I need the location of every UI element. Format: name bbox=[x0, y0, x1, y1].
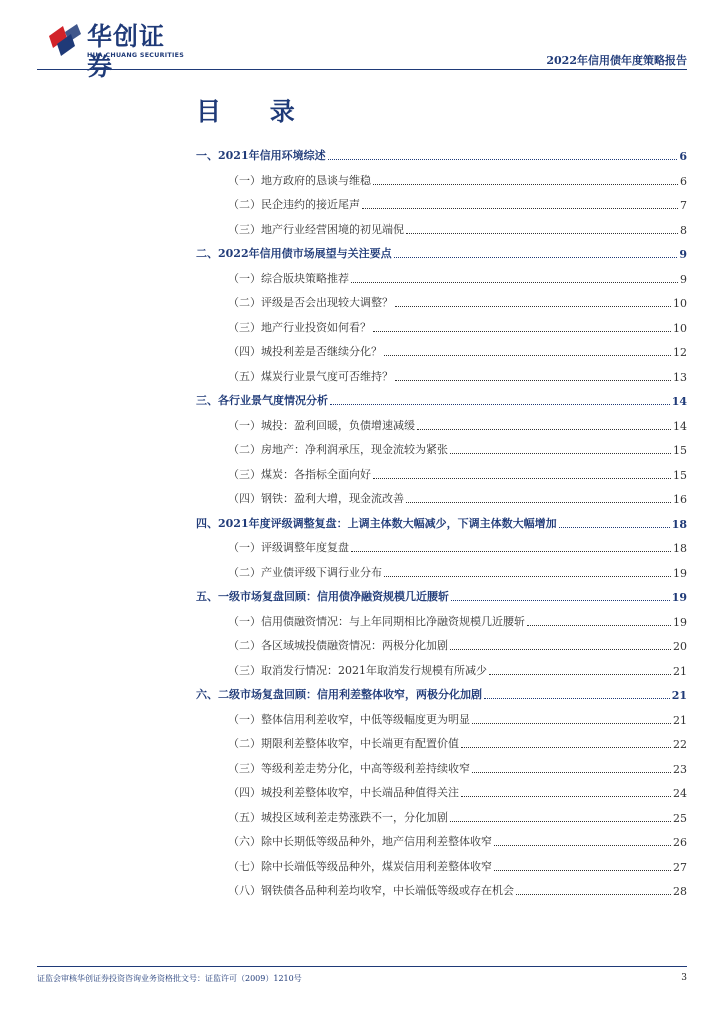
toc-leader-dots bbox=[351, 550, 671, 552]
toc-section-entry[interactable] bbox=[196, 511, 687, 531]
toc-entry-text: （一）信用债融资情况：与上年同期相比净融资规模几近腰斩 bbox=[228, 614, 525, 628]
toc-subsection-entry[interactable] bbox=[196, 290, 687, 310]
toc-heading: 目 录 bbox=[196, 97, 315, 126]
toc-subsection-entry[interactable] bbox=[196, 756, 687, 776]
toc-leader-dots bbox=[417, 428, 671, 430]
toc-subsection-entry[interactable] bbox=[196, 462, 687, 482]
toc-subsection-entry[interactable] bbox=[196, 315, 687, 335]
toc-leader-dots bbox=[559, 526, 670, 528]
toc-page-number: 19 bbox=[671, 591, 687, 604]
toc-subsection-entry[interactable] bbox=[196, 707, 687, 727]
company-logo bbox=[47, 22, 187, 81]
toc-page-number: 21 bbox=[671, 689, 687, 702]
toc-leader-dots bbox=[450, 452, 671, 454]
toc-leader-dots bbox=[373, 330, 671, 332]
toc-entry-text: 五、一级市场复盘回顾：信用债净融资规模几近腰斩 bbox=[196, 590, 449, 603]
toc-entry-text: （四）钢铁：盈利大增，现金流改善 bbox=[228, 492, 404, 505]
toc-entry-text: （一）评级调整年度复盘 bbox=[228, 541, 349, 554]
toc-subsection-entry[interactable] bbox=[196, 609, 687, 629]
toc-subsection-entry[interactable] bbox=[196, 780, 687, 800]
toc-leader-dots bbox=[406, 232, 678, 234]
toc-leader-dots bbox=[494, 869, 671, 871]
toc-subsection-entry[interactable] bbox=[196, 829, 687, 849]
toc-subsection-entry[interactable] bbox=[196, 805, 687, 825]
toc-page-number: 6 bbox=[680, 174, 687, 188]
toc-section-entry[interactable] bbox=[196, 241, 687, 261]
toc-page-number: 12 bbox=[673, 346, 687, 359]
toc-subsection-entry[interactable] bbox=[196, 731, 687, 751]
toc-page-number: 15 bbox=[673, 468, 687, 482]
toc-entry-text: （一）综合版块策略推荐 bbox=[228, 271, 349, 285]
toc-subsection-entry[interactable] bbox=[196, 633, 687, 653]
toc-leader-dots bbox=[373, 183, 678, 185]
toc-entry-text: 四、2021年度评级调整复盘：上调主体数大幅减少，下调主体数大幅增加 bbox=[196, 516, 557, 530]
toc-subsection-entry[interactable] bbox=[196, 878, 687, 898]
toc-leader-dots bbox=[472, 722, 671, 724]
toc-leader-dots bbox=[351, 281, 678, 283]
toc-entry-text: （四）城投利差是否继续分化？ bbox=[228, 345, 382, 358]
toc-page-number: 20 bbox=[673, 640, 687, 653]
toc-entry-text: （二）各区域城投债融资情况：两极分化加剧 bbox=[228, 639, 448, 652]
toc-subsection-entry[interactable] bbox=[196, 658, 687, 678]
toc-leader-dots bbox=[373, 477, 671, 479]
toc-page-number: 19 bbox=[673, 615, 687, 629]
toc-page-number: 25 bbox=[673, 811, 687, 825]
toc-page-number: 10 bbox=[673, 297, 687, 310]
toc-page-number: 16 bbox=[673, 493, 687, 506]
logo-english-name: HUA CHUANG SECURITIES bbox=[87, 52, 185, 59]
toc-leader-dots bbox=[450, 820, 671, 822]
toc-leader-dots bbox=[461, 746, 671, 748]
toc-leader-dots bbox=[328, 158, 678, 160]
toc-entry-text: （三）煤炭：各指标全面向好 bbox=[228, 467, 371, 481]
toc-section-entry[interactable] bbox=[196, 143, 687, 163]
toc-leader-dots bbox=[395, 305, 671, 307]
toc-entry-text: （六）除中长期低等级品种外，地产信用利差整体收窄 bbox=[228, 835, 492, 848]
toc-entry-text: （二）产业债评级下调行业分布 bbox=[228, 565, 382, 579]
toc-leader-dots bbox=[489, 673, 671, 675]
toc-leader-dots bbox=[527, 624, 671, 626]
toc-section-entry[interactable] bbox=[196, 584, 687, 604]
toc-entry-text: （五）城投区域利差走势涨跌不一，分化加剧 bbox=[228, 810, 448, 824]
toc-leader-dots bbox=[484, 697, 670, 699]
toc-entry-text: （二）房地产：净利润承压，现金流较为紧张 bbox=[228, 443, 448, 456]
toc-entry-text: （八）钢铁债各品种利差均收窄，中长端低等级或存在机会 bbox=[228, 884, 514, 897]
toc-page-number: 24 bbox=[673, 787, 687, 800]
toc-page-number: 19 bbox=[673, 566, 687, 580]
toc-page-number: 6 bbox=[679, 150, 687, 163]
toc-entry-text: （三）地产行业投资如何看？ bbox=[228, 320, 371, 334]
toc-entry-text: （三）等级利差走势分化，中高等级利差持续收窄 bbox=[228, 761, 470, 775]
toc-entry-text: （三）地产行业经营困境的初见端倪 bbox=[228, 222, 404, 236]
logo-icon bbox=[47, 22, 87, 58]
toc-entry-text: 六、二级市场复盘回顾：信用利差整体收窄，两极分化加剧 bbox=[196, 688, 482, 701]
toc-leader-dots bbox=[494, 844, 671, 846]
toc-leader-dots bbox=[450, 648, 671, 650]
footer-divider bbox=[37, 966, 687, 967]
toc-subsection-entry[interactable] bbox=[196, 364, 687, 384]
toc-page-number: 22 bbox=[673, 738, 687, 751]
toc-subsection-entry[interactable] bbox=[196, 560, 687, 580]
toc-entry-text: 二、2022年信用债市场展望与关注要点 bbox=[196, 247, 392, 260]
toc-page-number: 13 bbox=[673, 370, 687, 384]
toc-leader-dots bbox=[394, 256, 678, 258]
toc-entry-text: （二）期限利差整体收窄，中长端更有配置价值 bbox=[228, 737, 459, 750]
toc-leader-dots bbox=[516, 893, 671, 895]
toc-page-number: 21 bbox=[673, 713, 687, 727]
toc-entry-text: 三、各行业景气度情况分析 bbox=[196, 394, 328, 407]
toc-subsection-entry[interactable] bbox=[196, 168, 687, 188]
toc-entry-text: （一）地方政府的恳谈与维稳 bbox=[228, 173, 371, 187]
toc-page-number: 15 bbox=[673, 444, 687, 457]
toc-leader-dots bbox=[395, 379, 671, 381]
logo-chinese-name: 华创证券 bbox=[87, 22, 166, 81]
toc-subsection-entry[interactable] bbox=[196, 535, 687, 555]
toc-page-number: 8 bbox=[680, 223, 687, 237]
toc-entry-text: （五）煤炭行业景气度可否维持？ bbox=[228, 369, 393, 383]
page-header bbox=[0, 0, 724, 81]
toc-entry-text: （二）民企违约的接近尾声 bbox=[228, 198, 360, 211]
toc-page-number: 10 bbox=[673, 321, 687, 335]
toc-subsection-entry[interactable] bbox=[196, 486, 687, 506]
toc-leader-dots bbox=[472, 771, 671, 773]
toc-entry-text: （四）城投利差整体收窄，中长端品种值得关注 bbox=[228, 786, 459, 799]
toc-page-number: 18 bbox=[671, 517, 687, 531]
toc-page-number: 14 bbox=[673, 419, 687, 433]
toc-page-number: 18 bbox=[673, 542, 687, 555]
toc-leader-dots bbox=[330, 403, 670, 405]
toc-subsection-entry[interactable] bbox=[196, 413, 687, 433]
toc-entry-text: （一）整体信用利差收窄，中低等级幅度更为明显 bbox=[228, 712, 470, 726]
toc-page-number: 28 bbox=[673, 885, 687, 898]
toc-leader-dots bbox=[451, 599, 670, 601]
toc-entry-text: （一）城投：盈利回暖，负债增速减缓 bbox=[228, 418, 415, 432]
toc-leader-dots bbox=[362, 207, 678, 209]
toc-page-number: 21 bbox=[673, 664, 687, 678]
toc-subsection-entry[interactable] bbox=[196, 192, 687, 212]
toc-subsection-entry[interactable] bbox=[196, 339, 687, 359]
toc-leader-dots bbox=[406, 501, 671, 503]
toc-entry-text: 一、2021年信用环境综述 bbox=[196, 149, 326, 162]
report-title: 2022年信用债年度策略报告 bbox=[546, 54, 687, 67]
toc-leader-dots bbox=[461, 795, 671, 797]
toc-page-number: 26 bbox=[673, 836, 687, 849]
page-number: 3 bbox=[681, 973, 687, 983]
toc-page-number: 27 bbox=[673, 860, 687, 874]
header-divider bbox=[37, 69, 687, 70]
toc-leader-dots bbox=[384, 354, 671, 356]
toc-page-number: 23 bbox=[673, 762, 687, 776]
toc-leader-dots bbox=[384, 575, 671, 577]
toc-subsection-entry[interactable] bbox=[196, 437, 687, 457]
footer-license-text: 证监会审核华创证券投资咨询业务资格批文号：证监许可（2009）1210号 bbox=[37, 974, 302, 983]
toc-section-entry[interactable] bbox=[196, 682, 687, 702]
toc-page-number: 7 bbox=[680, 199, 687, 212]
toc-page-number: 9 bbox=[679, 248, 687, 261]
toc-entry-text: （二）评级是否会出现较大调整？ bbox=[228, 296, 393, 309]
toc-entry-text: （七）除中长端低等级品种外，煤炭信用利差整体收窄 bbox=[228, 859, 492, 873]
toc-subsection-entry[interactable] bbox=[196, 266, 687, 286]
toc-page-number: 9 bbox=[680, 272, 687, 286]
toc-subsection-entry[interactable] bbox=[196, 854, 687, 874]
toc-entry-text: （三）取消发行情况：2021年取消发行规模有所减少 bbox=[228, 663, 487, 677]
toc-subsection-entry[interactable] bbox=[196, 217, 687, 237]
toc-page-number: 14 bbox=[671, 395, 687, 408]
toc-section-entry[interactable] bbox=[196, 388, 687, 408]
